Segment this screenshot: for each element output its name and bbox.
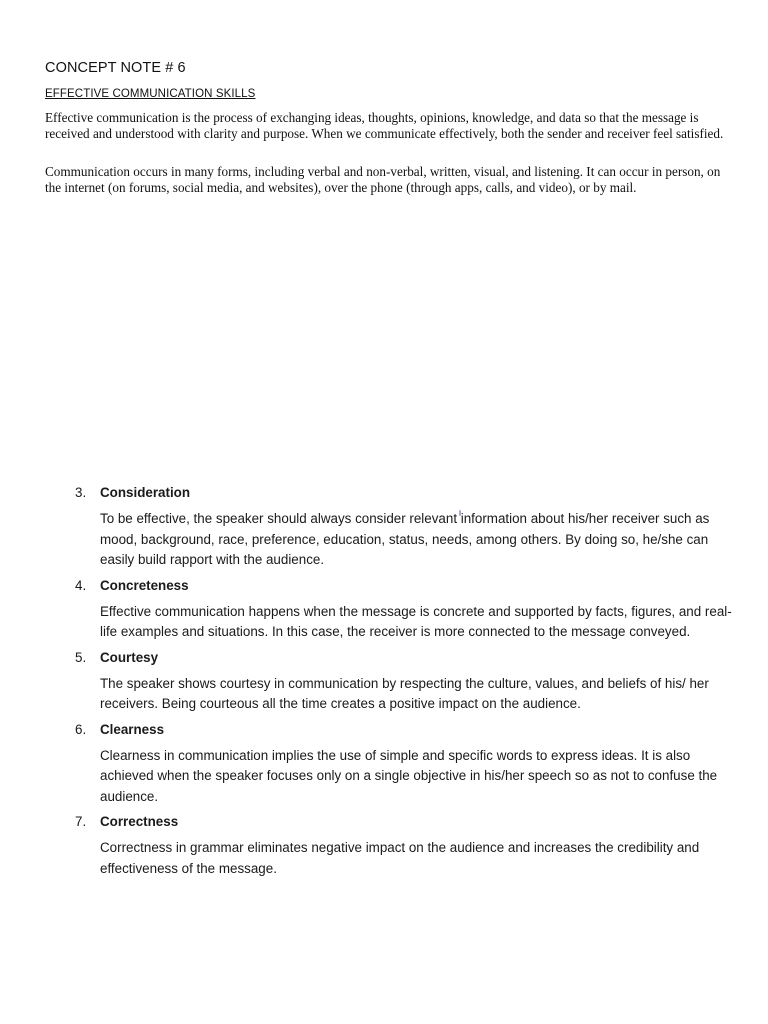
list-item <box>45 811 735 879</box>
list-item <box>45 647 735 715</box>
list-item-number: 3. <box>75 485 87 500</box>
list-item <box>45 575 735 643</box>
intro-paragraph: Effective communication is the process of exchanging ideas, thoughts, opinions, knowledge, and data so that the message is received and understood with clarity and purpose. When we communicate effectively, both the sender and receiver feel satisfied. <box>45 110 724 141</box>
list-item-heading: Correctness <box>100 814 179 829</box>
list-item-number: 5. <box>75 649 87 665</box>
list-item-text: Clearness in communication implies the use of simple and specific words to express ideas. It is also achieved when the speaker focuses only on a single objective in his/her speech so as not to confuse the audience. <box>100 747 718 804</box>
list-item-number: 4. <box>75 577 87 593</box>
list-item-number: 6. <box>75 721 87 737</box>
list-item-text: The speaker shows courtesy in communication by respecting the culture, values, and beliefs of his/ her receivers. Being courteous all the time creates a positive impact on the audience. <box>100 675 709 711</box>
list-item-number: 7. <box>75 814 87 829</box>
list-item <box>45 482 735 571</box>
scanned-list <box>45 482 735 912</box>
list-item-heading: Clearness <box>100 721 165 737</box>
list-item-heading: Consideration <box>100 485 191 500</box>
section-heading: EFFECTIVE COMMUNICATION SKILLS <box>45 88 256 100</box>
list-item <box>45 719 735 808</box>
list-item-heading: Concreteness <box>100 577 189 593</box>
page-title: CONCEPT NOTE # 6 <box>45 60 186 76</box>
list-item-text: Correctness in grammar eliminates negative impact on the audience and increases the credibility and effectiveness of the message. <box>100 840 700 876</box>
list-item-heading: Courtesy <box>100 649 159 665</box>
forms-paragraph: Communication occurs in many forms, including verbal and non-verbal, written, visual, and listening. It can occur in person, on the internet (on forums, social media, and websites), over the phone (through apps, calls, and video), or by mail. <box>45 164 721 195</box>
list-item-text: To be effective, the speaker should always consider relevant information about his/her receiver such as mood, background, race, preference, education, status, needs, among others. By doing so, he/she can easily build rapport with the audience. <box>100 511 710 567</box>
list-item-text: Effective communication happens when the message is concrete and supported by facts, figures, and real-life examples and situations. In this case, the receiver is more connected to the message conveyed. <box>100 603 732 639</box>
